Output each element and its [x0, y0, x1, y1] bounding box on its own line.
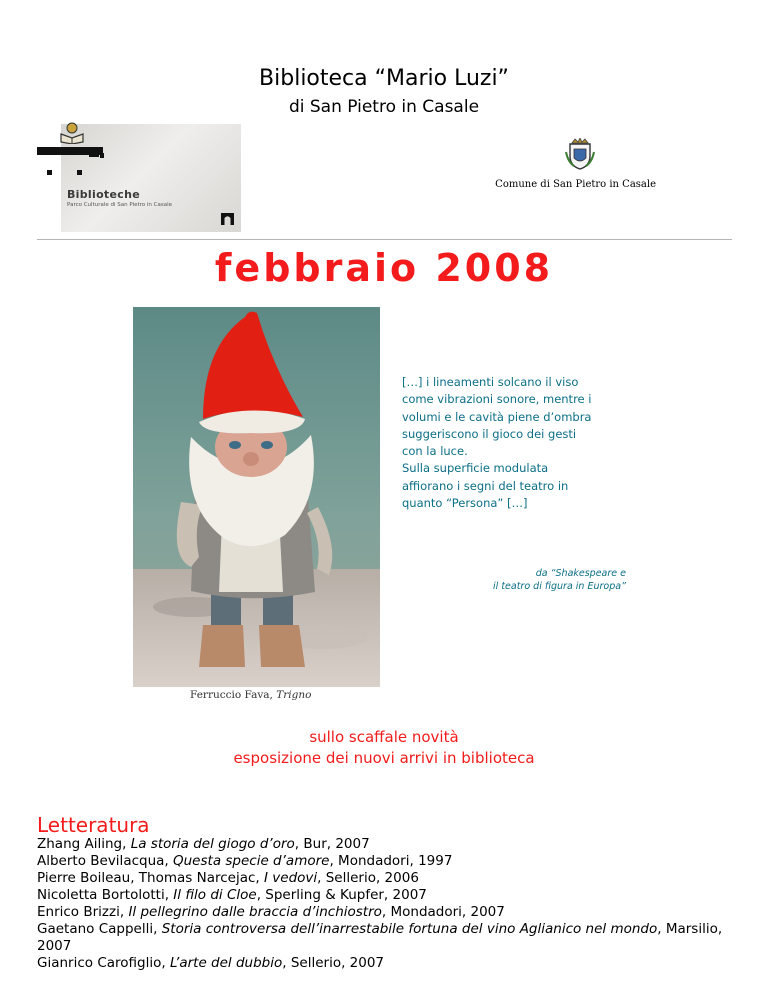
shelf-line: sullo scaffale novità	[309, 728, 459, 746]
book-title: La storia del giogo d’oro	[130, 836, 295, 852]
month-heading: febbraio 2008	[214, 246, 554, 290]
book-publisher: , Sperling & Kupfer, 2007	[256, 887, 427, 903]
book-entry	[37, 853, 737, 870]
photo-caption	[190, 689, 311, 701]
book-title: Il pellegrino dalle braccia d’inchiostro	[128, 904, 382, 920]
book-publisher: , Mondadori, 2007	[381, 904, 505, 920]
quote-line: affiorano i segni del teatro in	[402, 478, 569, 493]
book-entry	[37, 870, 737, 887]
caption-title: Trigno	[276, 689, 312, 701]
library-subtitle: di San Pietro in Casale	[288, 97, 480, 117]
quote-line: volumi e le cavità piene d’ombra	[402, 409, 592, 424]
book-title: I vedovi	[264, 870, 318, 886]
quote-line: quanto “Persona” […]	[402, 496, 528, 511]
book-title: Storia controversa dell’inarrestabile fortuna del vino Aglianico nel mondo	[161, 921, 658, 937]
quote-line: Sulla superficie modulata	[402, 461, 549, 476]
comune-crest-icon	[565, 138, 595, 170]
book-title: Questa specie d’amore	[173, 853, 330, 869]
quote-source	[440, 567, 626, 593]
book-list	[37, 836, 737, 972]
book-entry	[37, 887, 737, 904]
book-publisher: , Mondadori, 1997	[329, 853, 453, 869]
biblioteche-logo	[37, 118, 241, 232]
book-entry	[37, 921, 737, 955]
book-author: Nicoletta Bortolotti,	[37, 887, 174, 903]
quote-source-line: il teatro di figura in Europa”	[493, 581, 626, 592]
book-publisher: , Sellerio, 2007	[282, 955, 385, 971]
book-icon	[59, 122, 85, 144]
comune-label: Comune di San Pietro in Casale	[495, 179, 656, 190]
book-publisher: , Sellerio, 2006	[317, 870, 419, 886]
book-author: Zhang Ailing,	[37, 836, 131, 852]
quote-line: come vibrazioni sonore, mentre i	[402, 392, 592, 407]
shelf-announcement	[0, 727, 768, 769]
book-publisher: , Marsilio, 2007	[37, 921, 723, 954]
book-author: Enrico Brizzi,	[37, 904, 129, 920]
quote-source-line: da “Shakespeare e	[535, 568, 626, 579]
quote-line: suggeriscono il gioco dei gesti	[402, 426, 577, 441]
book-entry	[37, 836, 737, 853]
quote-line: con la luce.	[402, 444, 468, 459]
book-title: L’arte del dubbio	[169, 955, 283, 971]
logo-dot	[100, 153, 104, 158]
header-divider	[37, 239, 732, 240]
book-entry	[37, 955, 737, 972]
book-author: Pierre Boileau, Thomas Narcejac,	[37, 870, 264, 886]
book-entry	[37, 904, 737, 921]
logo-text: Biblioteche	[67, 188, 140, 201]
quote-block	[402, 374, 662, 512]
book-author: Gaetano Cappelli,	[37, 921, 162, 937]
book-title: Il filo di Cloe	[173, 887, 257, 903]
logo-dot	[47, 170, 52, 175]
section-title: Letteratura	[37, 813, 150, 837]
logo-bar	[89, 149, 99, 157]
logo-background	[61, 124, 241, 232]
book-author: Alberto Bevilacqua,	[37, 853, 173, 869]
gate-icon	[220, 210, 235, 225]
caption-author: Ferruccio Fava,	[190, 689, 277, 701]
book-publisher: , Bur, 2007	[294, 836, 370, 852]
logo-dot	[77, 170, 82, 175]
logo-subtext: Parco Culturale di San Pietro in Casale	[67, 202, 173, 208]
library-title: Biblioteca “Mario Luzi”	[259, 66, 509, 91]
shelf-line: esposizione dei nuovi arrivi in biblioteca	[233, 749, 535, 767]
gnome-puppet-photo	[133, 307, 380, 687]
quote-line: […] i lineamenti solcano il viso	[402, 375, 579, 389]
book-author: Gianrico Carofiglio,	[37, 955, 170, 971]
